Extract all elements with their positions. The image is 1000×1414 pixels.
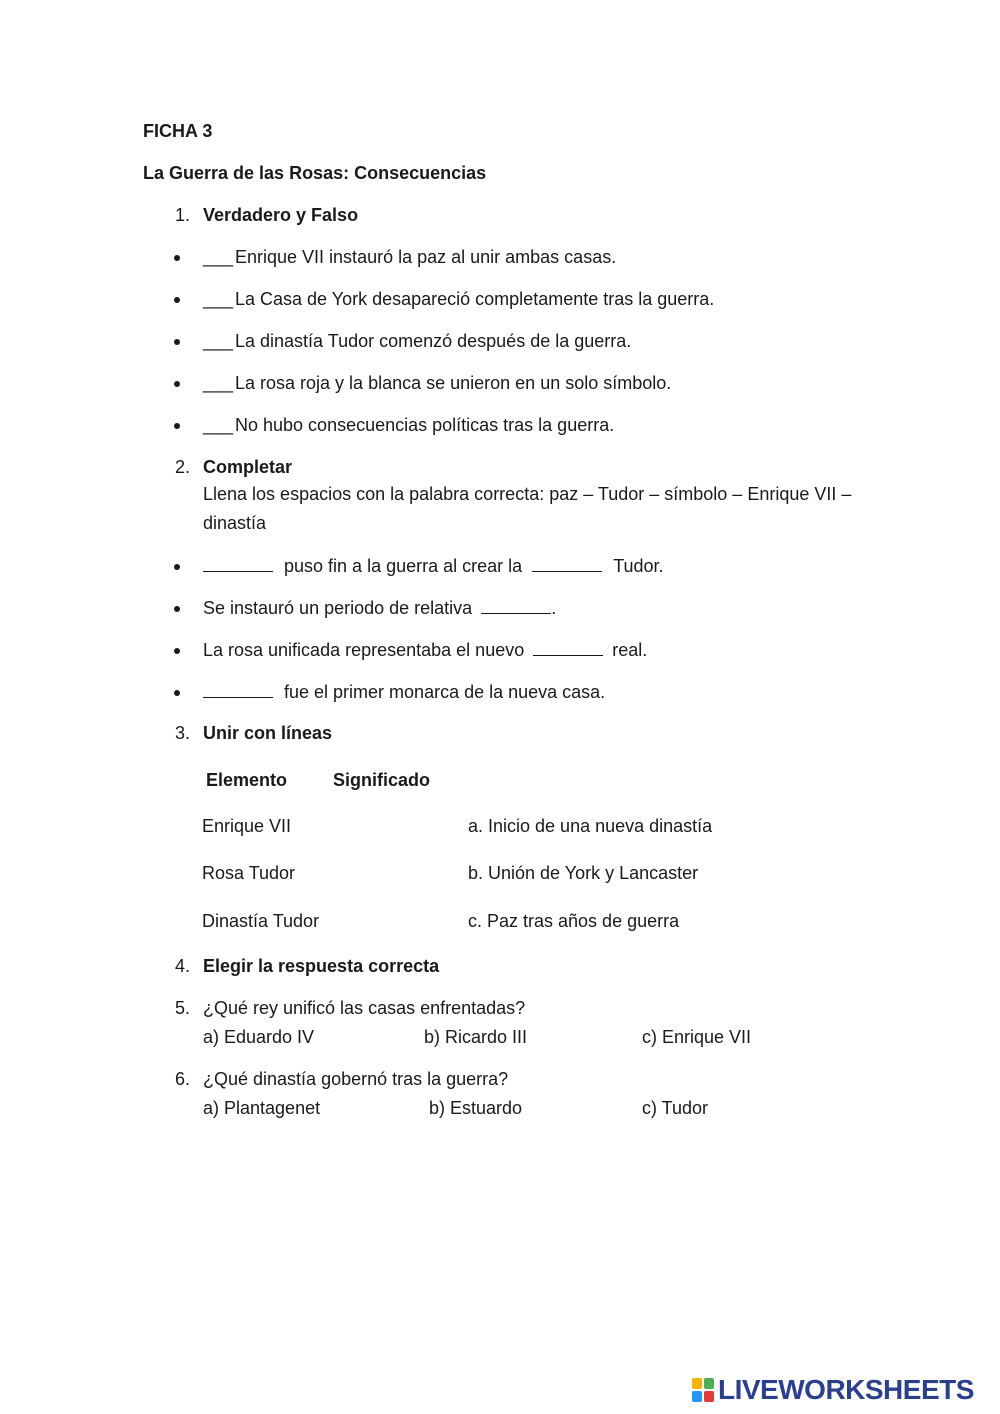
sentence-text: La rosa unificada representaba el nuevo (203, 640, 525, 660)
match-item-right[interactable]: b. Unión de York y Lancaster (468, 863, 699, 883)
sentence-text: puso fin a la guerra al crear la (284, 556, 523, 576)
sentence-text: Se instauró un periodo de relativa (203, 598, 473, 618)
match-item-left[interactable]: Rosa Tudor (202, 863, 296, 883)
answer-blank[interactable]: ___ (203, 415, 234, 435)
section-number: 1. (174, 205, 190, 225)
answer-option[interactable]: c) Enrique VII (642, 1027, 752, 1047)
bullet-icon (174, 690, 180, 696)
statement-text: La dinastía Tudor comenzó después de la guerra. (235, 331, 632, 351)
logo-text: LIVEWORKSHEETS (718, 1374, 974, 1405)
statement-text: Enrique VII instauró la paz al unir ambas casas. (235, 247, 617, 267)
bullet-icon (174, 564, 180, 570)
liveworksheets-logo (692, 1375, 974, 1405)
answer-blank[interactable]: ___ (203, 289, 234, 309)
question-number: 5. (174, 998, 190, 1018)
match-item-right[interactable]: a. Inicio de una nueva dinastía (468, 816, 713, 836)
page-title: La Guerra de las Rosas: Consecuencias (143, 163, 487, 183)
fill-blank[interactable] (533, 641, 603, 656)
bullet-icon (174, 648, 180, 654)
match-item-right[interactable]: c. Paz tras años de guerra (468, 911, 680, 931)
column-header-meaning: Significado (333, 770, 431, 790)
sentence-text: . (551, 598, 557, 618)
answer-blank[interactable]: ___ (203, 331, 234, 351)
match-item-left[interactable]: Dinastía Tudor (202, 911, 320, 931)
answer-option[interactable]: b) Ricardo III (424, 1027, 528, 1047)
column-header-element: Elemento (206, 770, 288, 790)
section-title: Unir con líneas (203, 723, 333, 743)
fill-blank[interactable] (203, 683, 273, 698)
question-number: 6. (174, 1069, 190, 1089)
sentence-text: Tudor. (613, 556, 664, 576)
answer-option[interactable]: a) Plantagenet (203, 1098, 321, 1118)
fill-blank[interactable] (481, 599, 551, 614)
statement-text: No hubo consecuencias políticas tras la guerra. (235, 415, 615, 435)
bullet-icon (174, 423, 180, 429)
liveworksheets-mark-icon (692, 1378, 714, 1402)
answer-blank[interactable]: ___ (203, 247, 234, 267)
bullet-icon (174, 606, 180, 612)
statement-text: La rosa roja y la blanca se unieron en un solo símbolo. (235, 373, 672, 393)
section-number: 4. (174, 956, 190, 976)
fill-blank[interactable] (532, 557, 602, 572)
answer-option[interactable]: b) Estuardo (429, 1098, 523, 1118)
section-title: Verdadero y Falso (203, 205, 359, 225)
answer-option[interactable]: c) Tudor (642, 1098, 709, 1118)
section-title: Elegir la respuesta correcta (203, 956, 440, 976)
bullet-icon (174, 297, 180, 303)
section-number: 3. (174, 723, 190, 743)
question-text: ¿Qué rey unificó las casas enfrentadas? (203, 998, 526, 1018)
question-text: ¿Qué dinastía gobernó tras la guerra? (203, 1069, 509, 1089)
bullet-icon (174, 255, 180, 261)
sentence-text: real. (612, 640, 648, 660)
answer-blank[interactable]: ___ (203, 373, 234, 393)
instruction-text: Llena los espacios con la palabra correcta: paz – Tudor – símbolo – Enrique VII – dinastía (203, 484, 852, 533)
match-item-left[interactable]: Enrique VII (202, 816, 292, 836)
sheet-label: FICHA 3 (143, 121, 213, 141)
section-title: Completar (203, 457, 293, 477)
answer-option[interactable]: a) Eduardo IV (203, 1027, 315, 1047)
section-number: 2. (174, 457, 190, 477)
fill-blank[interactable] (203, 557, 273, 572)
statement-text: La Casa de York desapareció completamente tras la guerra. (235, 289, 715, 309)
sentence-text: fue el primer monarca de la nueva casa. (284, 682, 606, 702)
bullet-icon (174, 339, 180, 345)
bullet-icon (174, 381, 180, 387)
